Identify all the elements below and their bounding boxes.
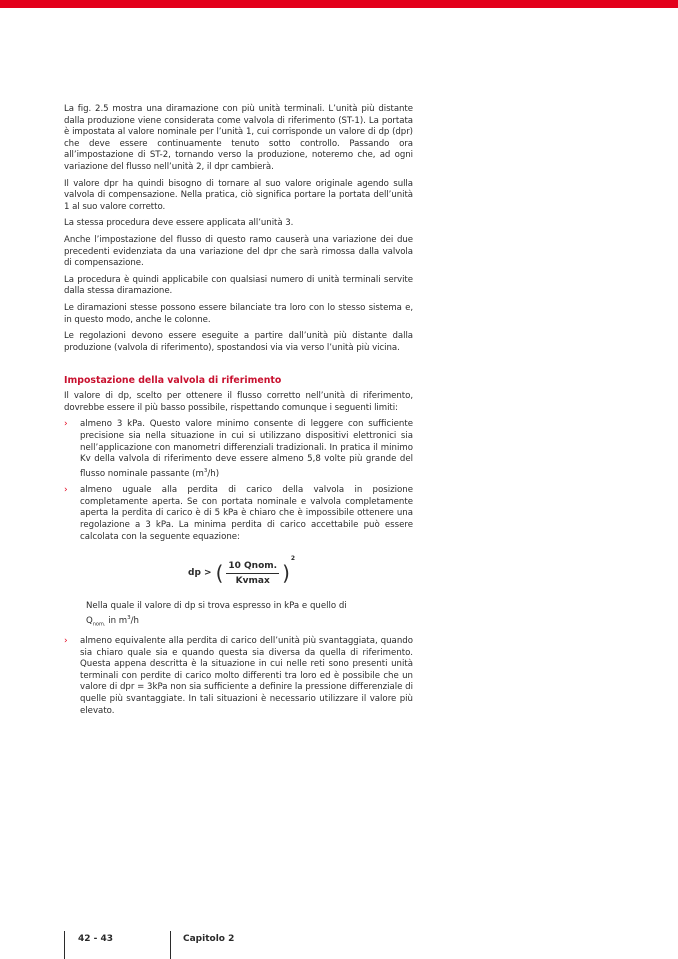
paragraph: Le diramazioni stesse possono essere bilanciate tra loro con lo stesso sistema e, in questo modo, anche le colonne. bbox=[64, 302, 413, 325]
paragraph: Anche l’impostazione del flusso di questo ramo causerà una variazione dei due precedenti evidenziata da una variazione del dpr che sarà rimossa dalla valvola di compensazione. bbox=[64, 234, 413, 269]
page-footer bbox=[0, 931, 678, 959]
superscript: 3 bbox=[203, 467, 208, 474]
list-item-text: almeno uguale alla perdita di carico della valvola in posizione completamente aperta. Se con portata nominale e valvola completamente aperta la perdita di carico è di 5 kPa è chiaro che è impossibile ottenere una regolazione a 3 kPa. La minima perdita di carico accettabile può essere calcolata con la seguente equazione: bbox=[80, 485, 413, 542]
paragraph: La fig. 2.5 mostra una diramazione con più unità terminali. L’unità più distante dalla produzione viene considerata come valvola di riferimento (ST-1). La portata è impostata al valore nominale per l’unità 1, cui corrisponde un valore di dp (dpr) che deve essere continuamente tenuto sotto controllo. Passando ora all’impostazione di ST-2, tornando verso la produzione, noteremo che, ad ogni variazione del flusso nell’unità 2, il dpr cambierà. bbox=[64, 104, 413, 172]
unit-text: in m bbox=[105, 615, 128, 626]
list-item-text: almeno 3 kPa. Questo valore minimo consente di leggere con sufficiente precisione sia nella situazione in cui si utilizzano dispositivi elettronici sia nell’applicazione con manometri differenziali tradizionali. In pratica il minimo Kv della valvola di riferimento deve essere almeno 5,8 volte più grande del flusso nominale passante (m bbox=[80, 419, 413, 479]
equation-explanation bbox=[64, 601, 413, 631]
limits-list-continued bbox=[64, 636, 413, 717]
paragraph: Le regolazioni devono essere eseguite a partire dall’unità più distante dalla produzione (valvola di riferimento), spostandosi via via verso l’unità più vicina. bbox=[64, 331, 413, 353]
footer-divider bbox=[170, 931, 171, 959]
equation-fraction bbox=[226, 561, 279, 586]
equation bbox=[188, 557, 413, 589]
q-subscript: nom. bbox=[92, 621, 106, 628]
equation-close-paren: ) bbox=[282, 561, 290, 586]
list-item bbox=[64, 636, 413, 717]
unit-superscript: 3 bbox=[127, 614, 131, 621]
chapter-label: Capitolo 2 bbox=[183, 934, 235, 944]
top-accent-bar bbox=[0, 0, 678, 8]
paragraph: La stessa procedura deve essere applicata all’unità 3. bbox=[64, 218, 294, 229]
limits-list bbox=[64, 419, 413, 543]
equation-lhs: dp > bbox=[188, 568, 212, 579]
list-item-text: almeno equivalente alla perdita di carico dell’unità più svantaggiata, quando sia chiaro quale sia e quando questa sia diversa da quella di riferimento. Questa appena descritta è la situazione in cui nelle reti sono presenti unità terminali con perdite di carico molto differenti tra loro ed è possibile che un valore di dpr = 3kPa non sia sufficiente a definire la pressione differenziale di quelle più svantaggiate. In tali situazioni è necessario utilizzare il valore più elevato. bbox=[80, 636, 413, 716]
explanation-line: Nella quale il valore di dp si trova espresso in kPa e quello di bbox=[86, 601, 347, 612]
section-heading: Impostazione della valvola di riferimento bbox=[64, 375, 282, 387]
paragraph: La procedura è quindi applicabile con qualsiasi numero di unità terminali servite dalla stessa diramazione. bbox=[64, 274, 413, 297]
chevron-right-icon: › bbox=[64, 485, 68, 496]
equation-exponent: 2 bbox=[290, 555, 296, 563]
q-symbol: Q bbox=[86, 615, 93, 626]
equation-denominator: Kvmax bbox=[235, 575, 270, 586]
list-item bbox=[64, 485, 413, 543]
list-item-text-tail: /h) bbox=[207, 468, 220, 479]
paragraph: Il valore dpr ha quindi bisogno di tornare al suo valore originale agendo sulla valvola di compensazione. Nella pratica, ciò significa portare la portata dell’unità 1 al suo valore corretto. bbox=[64, 178, 413, 212]
equation-numerator: 10 Qnom. bbox=[226, 561, 279, 574]
section-intro: Il valore di dp, scelto per ottenere il flusso corretto nell’unità di riferimento, dovrebbe essere il più basso possibile, rispettando comunque i seguenti limiti: bbox=[64, 391, 413, 413]
unit-text-tail: /h bbox=[130, 615, 139, 626]
chevron-right-icon: › bbox=[64, 419, 68, 430]
equation-open-paren: ( bbox=[215, 561, 224, 586]
list-item bbox=[64, 419, 413, 480]
chevron-right-icon: › bbox=[64, 636, 68, 647]
main-text-column bbox=[64, 104, 413, 722]
page-numbers: 42 - 43 bbox=[78, 934, 114, 944]
footer-divider bbox=[64, 931, 65, 959]
